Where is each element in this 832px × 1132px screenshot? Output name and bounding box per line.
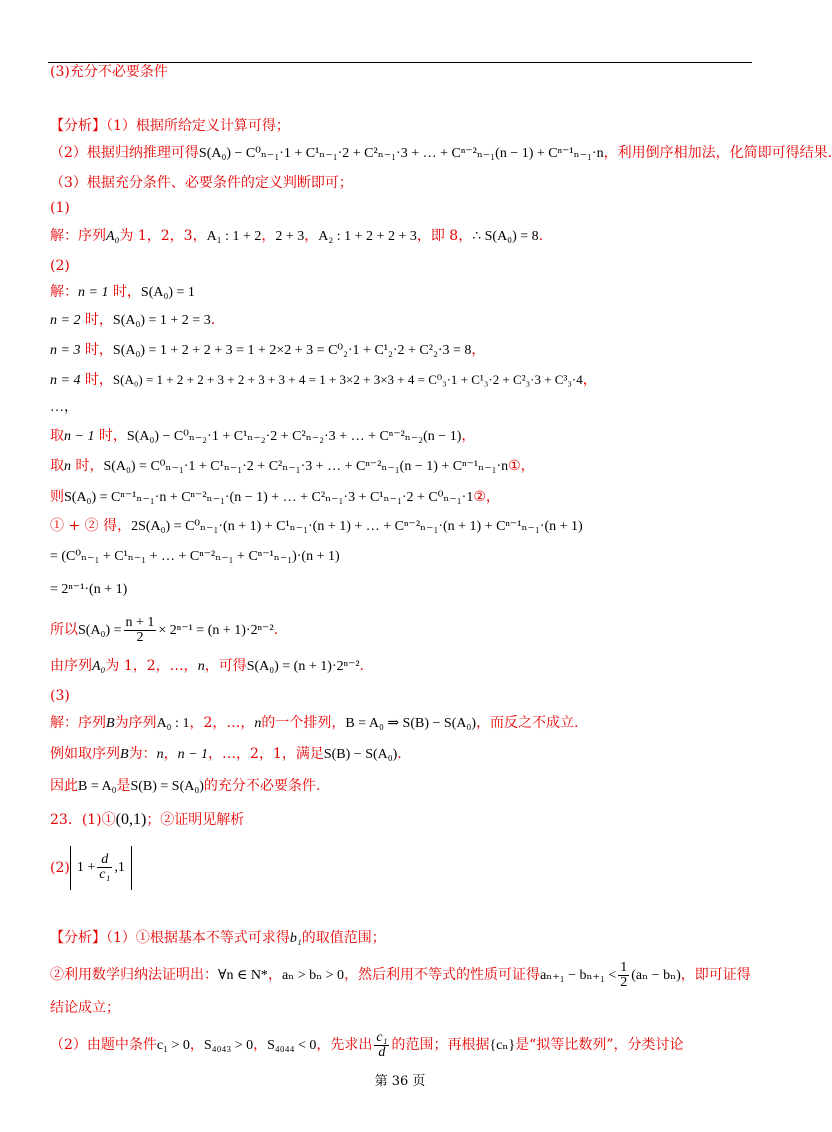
text: .	[273, 622, 279, 638]
page-number: 第 36 页	[374, 1074, 426, 1089]
text: 为 1，2，…，	[105, 658, 198, 674]
text: ，	[461, 428, 476, 444]
formula: 2 + 3	[275, 229, 305, 244]
top-rule	[48, 62, 752, 63]
text: ；②证明见解析	[146, 812, 245, 828]
text: ，然后利用不等式的性质可证得	[344, 967, 541, 983]
formula: × 2ⁿ⁻¹ = (n + 1)·2ⁿ⁻²	[158, 623, 274, 638]
analysis-paragraph-2	[50, 143, 832, 164]
analysis-text: ，利用倒序相加法，化简即可得结果.	[603, 145, 832, 161]
text: ①，	[508, 458, 535, 474]
text: ，即可证得	[680, 967, 751, 983]
text: 时，	[108, 284, 141, 300]
text: 所以	[50, 622, 78, 638]
formula: n	[64, 459, 71, 474]
formula: S(A₀) = 1 + 2 + 2 + 3 = 1 + 2×2 + 3 = C⁰₂·1 + C¹₂·2 + C²₂·3 = 8	[112, 343, 472, 358]
formula: aₙ > bₙ > 0	[281, 968, 345, 983]
case-n	[50, 456, 535, 477]
formula: S(A₀) = 1	[140, 285, 195, 300]
case-n1	[50, 282, 195, 303]
text: ，	[304, 228, 319, 244]
formula: A₀	[106, 229, 120, 244]
text: .	[359, 658, 365, 674]
analysis-text: （2）根据归纳推理可得	[50, 145, 199, 161]
text: ① + ② 得，	[50, 518, 132, 534]
text: 的一个排列，	[261, 715, 346, 731]
interval-bracket	[70, 846, 132, 890]
formula: B = A₀ ⇒ S(B) − S(A₀)	[345, 716, 477, 731]
formula: S₄₀₄₃ > 0	[203, 1038, 254, 1053]
formula: A₂ : 1 + 2 + 2 + 3	[318, 229, 417, 244]
sum-step-2: = (C⁰ₙ₋₁ + C¹ₙ₋₁ + … + Cⁿ⁻²ₙ₋₁ + Cⁿ⁻¹ₙ₋₁)·(n + 1)	[50, 549, 340, 564]
fraction-denominator: 2	[620, 974, 628, 990]
q23-analysis-2	[50, 960, 751, 991]
fraction-numerator: 1	[620, 959, 628, 975]
formula: n = 3	[50, 343, 81, 358]
formula: c₁ > 0	[156, 1038, 190, 1053]
text: ，	[189, 1037, 204, 1053]
formula: (aₙ − bₙ)	[631, 968, 681, 983]
analysis-paragraph-3: （3）根据充分条件、必要条件的定义判断即可；	[50, 175, 353, 191]
text: 取	[50, 428, 64, 444]
text: 的取值范围；	[301, 930, 386, 946]
fraction	[124, 616, 157, 645]
formula: n − 1	[177, 747, 209, 762]
text: 解：序列	[50, 715, 106, 731]
text: ，2，…，	[189, 715, 255, 731]
q23-answer-1	[50, 810, 244, 830]
text: 为 1，2，3，	[119, 228, 207, 244]
fraction	[618, 961, 629, 990]
formula: n	[254, 716, 262, 731]
formula: n	[156, 747, 164, 762]
formula: A₀	[92, 659, 106, 674]
formula: B	[106, 716, 115, 731]
formula: S(A₀) =	[78, 623, 122, 638]
text: ，	[163, 746, 178, 762]
section-title: (3)充分不必要条件	[50, 64, 168, 80]
add-equations	[50, 516, 583, 537]
formula: S(A₀) = C⁰ₙ₋₁·1 + C¹ₙ₋₁·2 + C²ₙ₋₁·3 + … + Cⁿ⁻²ₙ₋₁(n − 1) + Cⁿ⁻¹ₙ₋₁·n	[103, 459, 509, 474]
formula: n	[197, 659, 205, 674]
formula: A₀ : 1	[156, 716, 190, 731]
text: （2）由题中条件	[50, 1037, 157, 1053]
text: 取	[50, 458, 64, 474]
text: .	[538, 228, 544, 244]
q23-answer-2	[50, 846, 132, 890]
formula: S₄₀₄₄ < 0	[267, 1038, 317, 1053]
analysis-tag: 【分析】	[50, 930, 106, 946]
text: 则	[50, 489, 64, 505]
formula: n = 1	[78, 285, 109, 300]
q23-analysis-1	[50, 928, 386, 949]
formula: S(A₀) = 1 + 2 = 3	[112, 313, 211, 328]
text: 由序列	[50, 658, 92, 674]
formula: ∴ S(A₀) = 8	[472, 229, 539, 244]
text: ，	[471, 342, 486, 358]
formula: S(B) = S(A₀)	[130, 779, 204, 794]
text: 解：序列	[50, 228, 106, 244]
formula: S(A₀) = (n + 1)·2ⁿ⁻²	[246, 659, 360, 674]
fraction-denominator: d	[378, 1044, 386, 1060]
text: ，可得	[204, 658, 247, 674]
part-label: (2)	[50, 258, 70, 274]
case-n4	[50, 370, 597, 391]
formula: (0,1)	[115, 811, 147, 828]
q23-analysis-3	[50, 1030, 684, 1061]
text: 时，	[80, 312, 113, 328]
text: 为：	[128, 746, 157, 762]
formula: b₁	[289, 931, 302, 946]
formula: 1 +	[76, 860, 96, 875]
text: 因此	[50, 778, 78, 794]
text: 为序列	[114, 715, 157, 731]
fraction-numerator: d	[97, 853, 112, 868]
text: ，	[253, 1037, 268, 1053]
formula: A₁ : 1 + 2	[206, 229, 262, 244]
case-n2	[50, 310, 215, 331]
text: （1）①根据基本不等式可求得	[106, 930, 290, 946]
formula: {cₙ}	[489, 1038, 516, 1053]
formula: ,1	[114, 860, 125, 875]
part-label: (3)	[50, 688, 70, 704]
formula: aₙ₊₁ − bₙ₊₁ <	[540, 968, 617, 983]
formula: B = A₀	[78, 779, 117, 794]
result-so	[50, 614, 278, 647]
fraction-numerator: n + 1	[125, 614, 155, 630]
text: 例如取序列	[50, 746, 120, 762]
fraction-numerator: c₁	[376, 1029, 388, 1045]
text: ，…，2，1，满足	[208, 746, 324, 762]
text: 时，	[80, 372, 113, 388]
text: 是	[116, 778, 131, 794]
text: 的充分不必要条件.	[203, 778, 321, 794]
part3-line-2	[50, 744, 402, 765]
text: ②，	[473, 489, 500, 505]
sum-step-3: = 2ⁿ⁻¹·(n + 1)	[50, 582, 128, 597]
formula: n = 4	[50, 373, 81, 388]
text: ，先求出	[316, 1037, 373, 1053]
case-n3	[50, 340, 485, 361]
formula: n − 1	[64, 429, 95, 444]
fraction	[374, 1031, 389, 1060]
text: ，	[261, 228, 276, 244]
analysis-tag: 【分析】	[50, 118, 106, 134]
formula: n = 2	[50, 313, 81, 328]
part1-solution	[50, 226, 543, 247]
reverse-sum	[50, 487, 500, 508]
text: 23．(1)①	[50, 812, 116, 828]
result-by-sequence	[50, 656, 364, 677]
ellipsis: …，	[50, 400, 78, 415]
q23-analysis-2b: 结论成立；	[50, 1000, 120, 1016]
formula: 2S(A₀) = C⁰ₙ₋₁·(n + 1) + C¹ₙ₋₁·(n + 1) + … + Cⁿ⁻²ₙ₋₁·(n + 1) + Cⁿ⁻¹ₙ₋₁·(n + 1)	[131, 519, 583, 534]
text: 的范围；再根据	[391, 1037, 490, 1053]
formula: S(A₀) − C⁰ₙ₋₁·1 + C¹ₙ₋₁·2 + C²ₙ₋₁·3 + … + Cⁿ⁻²ₙ₋₁(n − 1) + Cⁿ⁻¹ₙ₋₁·n	[198, 146, 604, 161]
formula: S(A₀) − C⁰ₙ₋₂·1 + C¹ₙ₋₂·2 + C²ₙ₋₂·3 + … + Cⁿ⁻²ₙ₋₂(n − 1)	[126, 429, 462, 444]
part3-line-3	[50, 776, 320, 797]
text: .	[210, 312, 216, 328]
text: ，	[582, 372, 597, 388]
text: ，即 8，	[416, 228, 473, 244]
analysis-text: （1）根据所给定义计算可得；	[106, 118, 290, 134]
text: ，	[267, 967, 282, 983]
text: 时，	[71, 458, 104, 474]
text: 是“拟等比数列”，分类讨论	[515, 1037, 684, 1053]
case-n-minus-1	[50, 426, 475, 447]
fraction	[97, 853, 112, 882]
fraction-denominator: c₁	[99, 867, 111, 883]
formula: S(B) − S(A₀)	[323, 747, 398, 762]
text: ，而反之不成立.	[476, 715, 579, 731]
text: .	[397, 746, 402, 762]
formula: ∀n ∈ N*	[218, 968, 268, 983]
part-label: (2)	[50, 860, 70, 876]
text: ②利用数学归纳法证明出：	[50, 967, 218, 983]
formula: S(A₀) = 1 + 2 + 2 + 3 + 2 + 3 + 3 + 4 = 1 + 3×2 + 3×3 + 4 = C⁰₃·1 + C¹₃·2 + C²₃·3 + C³₃·4	[112, 372, 583, 387]
text: 解：	[50, 284, 78, 300]
formula: B	[120, 747, 129, 762]
text: 时，	[94, 428, 127, 444]
text: 时，	[80, 342, 113, 358]
analysis-paragraph-1	[50, 116, 290, 136]
part3-line-1	[50, 713, 578, 734]
fraction-denominator: 2	[136, 629, 144, 645]
part-label: (1)	[50, 200, 70, 216]
formula: S(A₀) = Cⁿ⁻¹ₙ₋₁·n + Cⁿ⁻²ₙ₋₁·(n − 1) + … + C²ₙ₋₁·3 + C¹ₙ₋₁·2 + C⁰ₙ₋₁·1	[64, 490, 474, 505]
